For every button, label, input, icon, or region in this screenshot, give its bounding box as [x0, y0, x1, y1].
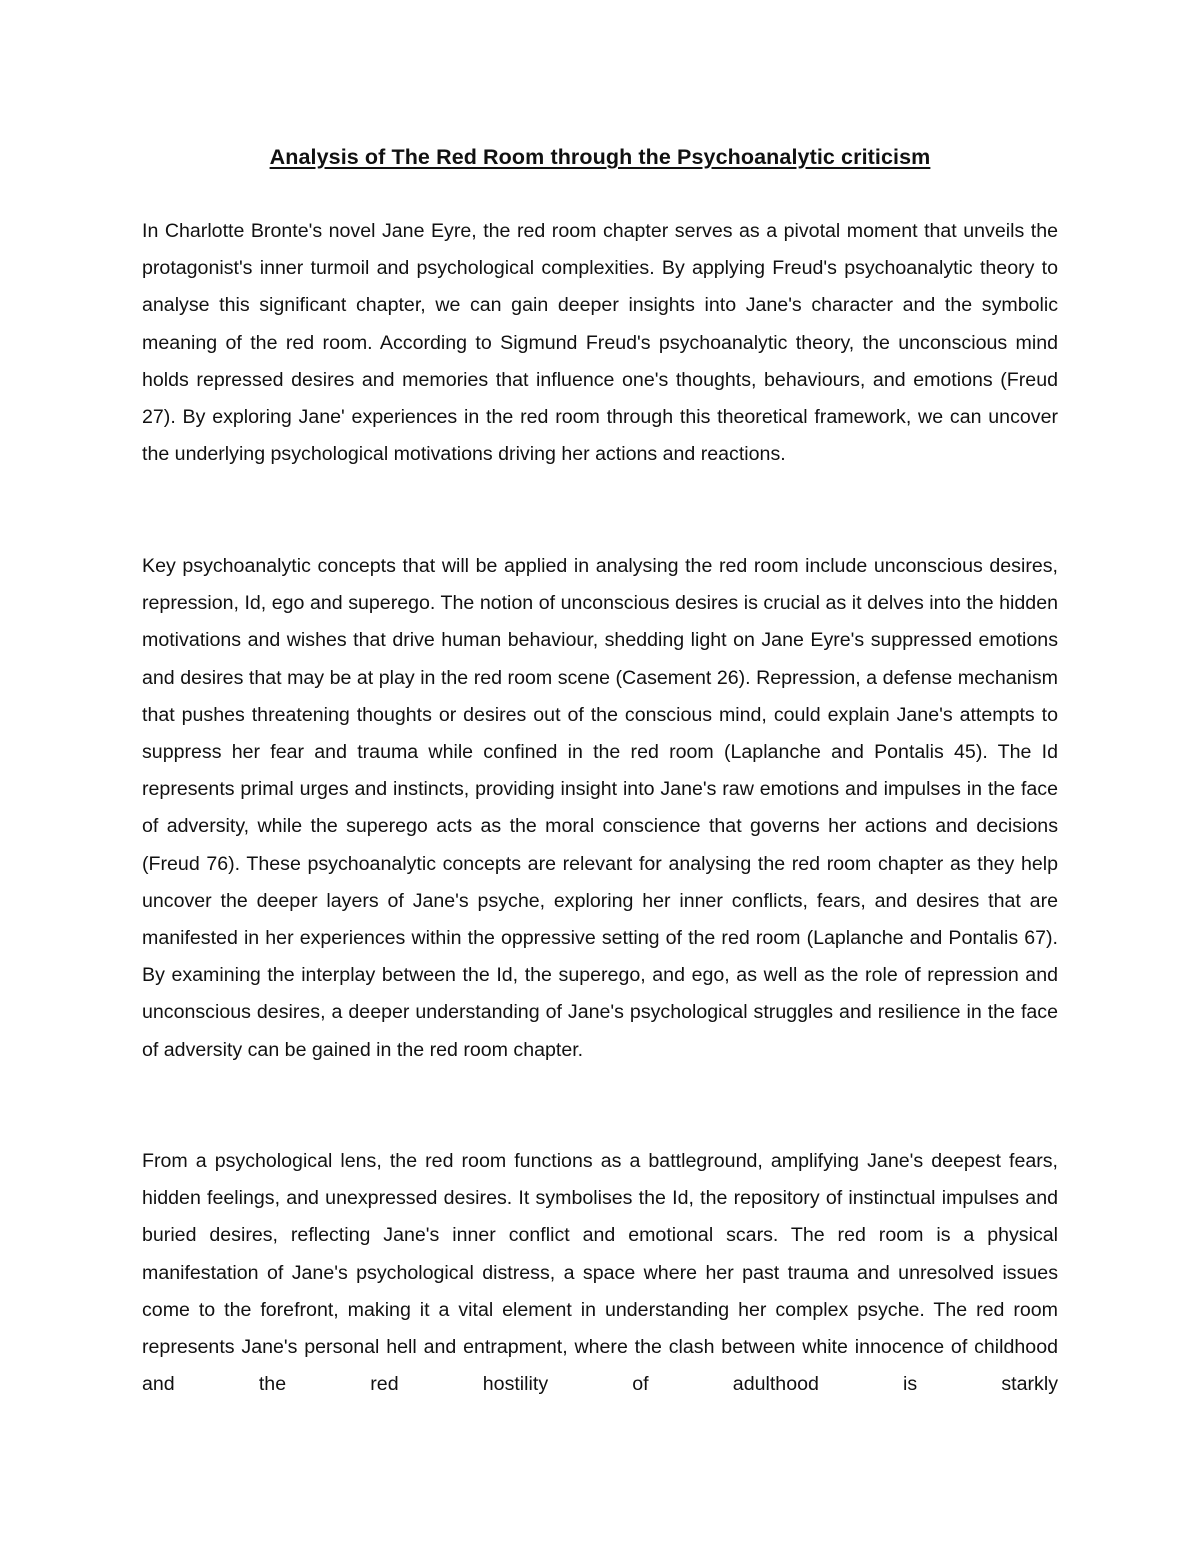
paragraph-1: In Charlotte Bronte's novel Jane Eyre, the red room chapter serves as a pivotal moment that unveils the protagonist's inner turmoil and psychological complexities. By applying Freud's psychoanalytic theory to analyse this significant chapter, we can gain deeper insights into Jane's character and the symbolic meaning of the red room. According to Sigmund Freud's psychoanalytic theory, the unconscious mind holds repressed desires and memories that influence one's thoughts, behaviours, and emotions (Freud 27). By exploring Jane' experiences in the red room through this theoretical framework, we can uncover the underlying psychological motivations driving her actions and reactions.	[142, 220, 1058, 466]
document-title: Analysis of The Red Room through the Psychoanalytic criticism	[269, 145, 931, 169]
paragraph-3: From a psychological lens, the red room functions as a battleground, amplifying Jane's deepest fears, hidden feelings, and unexpressed desires. It symbolises the Id, the repository of instinctual impulses and buried desires, reflecting Jane's inner conflict and emotional scars. The red room is a physical manifestation of Jane's psychological distress, a space where her past trauma and unresolved issues come to the forefront, making it a vital element in understanding her complex psyche. The red room represents Jane's personal hell and entrapment, where the clash between white innocence of childhood and the red hostility of adulthood is starkly	[142, 1150, 1058, 1396]
paragraph-2: Key psychoanalytic concepts that will be applied in analysing the red room include unconscious desires, repression, Id, ego and superego. The notion of unconscious desires is crucial as it delves into the hidden motivations and wishes that drive human behaviour, shedding light on Jane Eyre's suppressed emotions and desires that may be at play in the red room scene (Casement 26). Repression, a defense mechanism that pushes threatening thoughts or desires out of the conscious mind, could explain Jane's attempts to suppress her fear and trauma while confined in the red room (Laplanche and Pontalis 45). The Id represents primal urges and instincts, providing insight into Jane's raw emotions and impulses in the face of adversity, while the superego acts as the moral conscience that governs her actions and decisions (Freud 76). These psychoanalytic concepts are relevant for analysing the red room chapter as they help uncover the deeper layers of Jane's psyche, exploring her inner conflicts, fears, and desires that are manifested in her experiences within the oppressive setting of the red room (Laplanche and Pontalis 67). By examining the interplay between the Id, the superego, and ego, as well as the role of repression and unconscious desires, a deeper understanding of Jane's psychological struggles and resilience in the face of adversity can be gained in the red room chapter.	[142, 555, 1058, 1061]
